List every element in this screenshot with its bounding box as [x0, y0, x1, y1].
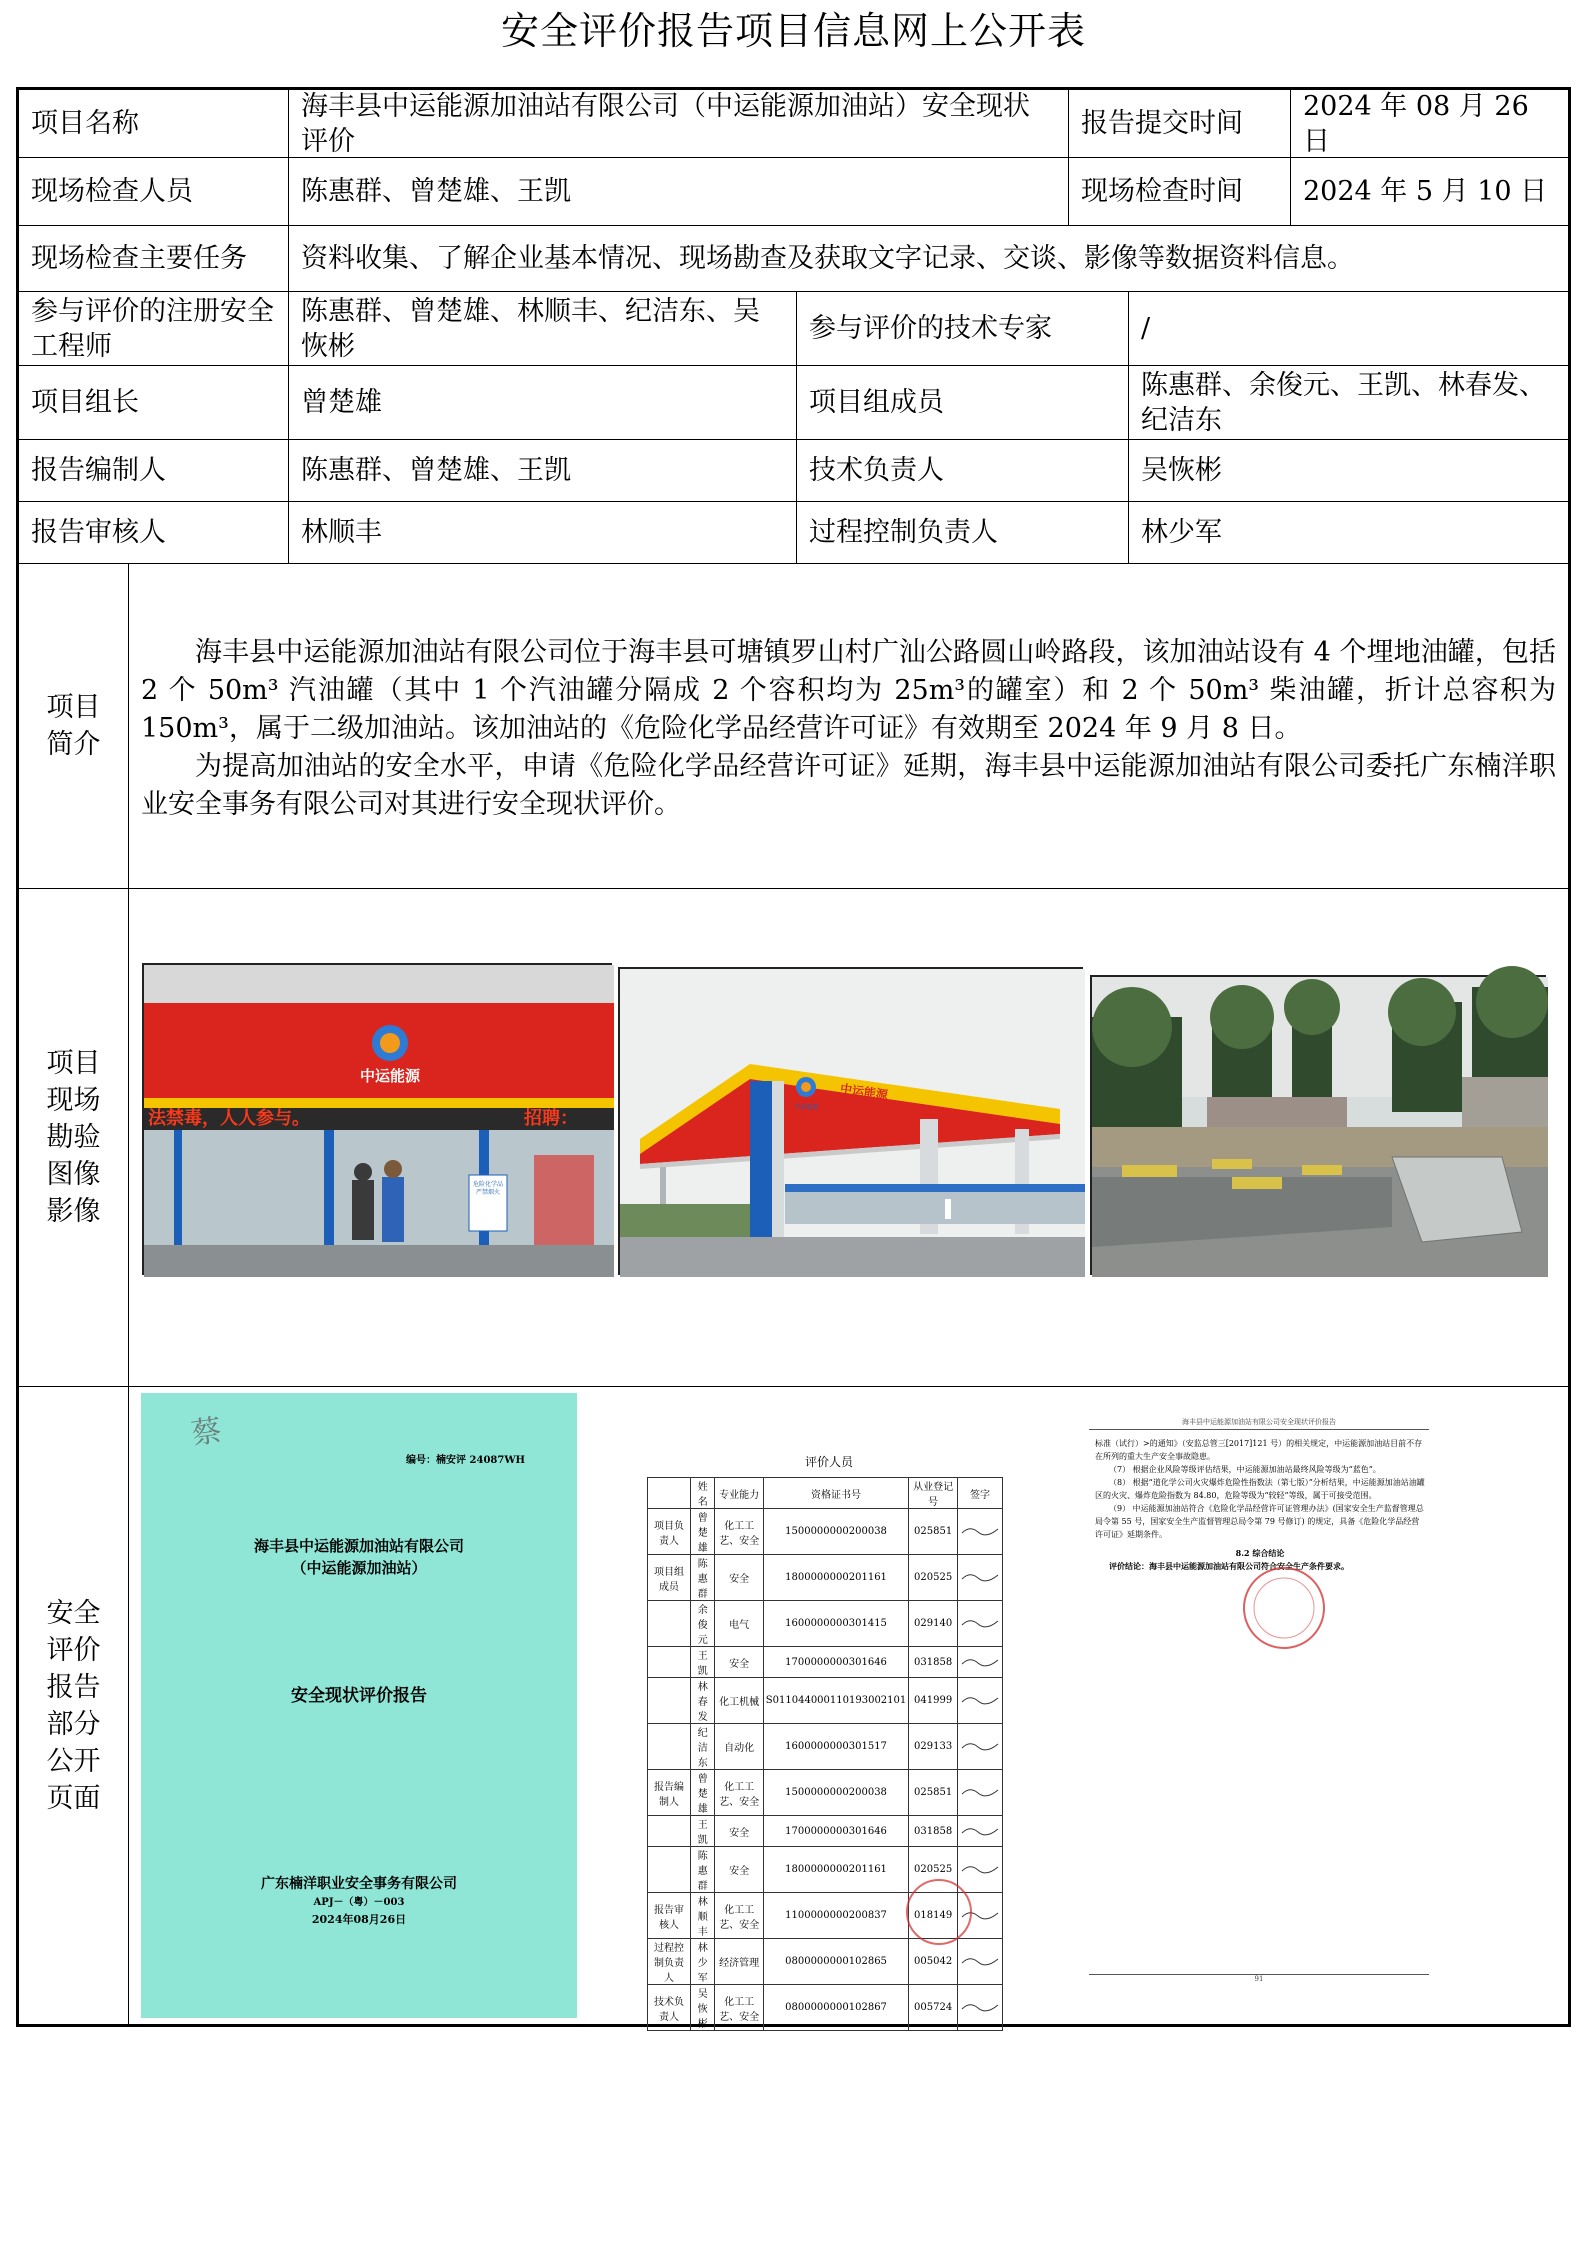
photos-label: 项目现场勘验图像影像: [19, 889, 129, 1387]
info-table: [16, 87, 1571, 2030]
personnel-cell: 林顺丰: [691, 1893, 715, 1939]
personnel-cell: 项目负责人: [648, 1509, 691, 1555]
personnel-cell: 林少军: [691, 1939, 715, 1985]
personnel-row: [648, 1555, 1003, 1601]
personnel-cell: 1800000000201161: [763, 1847, 908, 1893]
personnel-cell: 技术负责人: [648, 1985, 691, 2031]
personnel-cell: 029140: [909, 1601, 958, 1647]
personnel-cell: 025851: [909, 1509, 958, 1555]
signature-cell: [957, 1555, 1002, 1601]
personnel-cell: 029133: [909, 1724, 958, 1770]
station-front-photo: [142, 963, 612, 1275]
personnel-cell: 0800000000102867: [763, 1985, 908, 2031]
personnel-cell: 005724: [909, 1985, 958, 2031]
official-seal: [1239, 1563, 1329, 1653]
submit-time-value: 2024 年 08 月 26 日: [1291, 90, 1568, 158]
leader-value: 曾楚雄: [289, 366, 797, 440]
personnel-cell: 曾楚雄: [691, 1509, 715, 1555]
personnel-cell: 过程控制负责人: [648, 1939, 691, 1985]
conclusion-section: 8.2 综合结论: [1235, 1548, 1285, 1558]
personnel-header-cell: 从业登记号: [909, 1478, 958, 1509]
personnel-cell: 1500000000200038: [763, 1509, 908, 1555]
photo2-canopy-text: 中运能源: [839, 1081, 889, 1103]
conclusion-header: 海丰县中运能源加油站有限公司安全现状评价报告: [1089, 1417, 1429, 1430]
personnel-row: [648, 1647, 1003, 1678]
cover-report-title: 安全现状评价报告: [291, 1686, 427, 1706]
personnel-cell: [648, 1816, 691, 1847]
page-title: 安全评价报告项目信息网上公开表: [500, 9, 1086, 53]
photos-area: [129, 889, 1568, 1387]
personnel-cell: 025851: [909, 1770, 958, 1816]
personnel-cell: 020525: [909, 1847, 958, 1893]
personnel-cell: 自动化: [715, 1724, 763, 1770]
personnel-cell: 安全: [715, 1816, 763, 1847]
signature-cell: [957, 1647, 1002, 1678]
personnel-cell: 018149: [909, 1893, 958, 1939]
personnel-cell: [648, 1847, 691, 1893]
conclusion-body: [1095, 1437, 1425, 1573]
personnel-cell: 化工工艺、安全: [715, 1770, 763, 1816]
conclusion-page: [1089, 1413, 1429, 1989]
personnel-cell: 林春发: [691, 1678, 715, 1724]
personnel-cell: 报告审核人: [648, 1893, 691, 1939]
personnel-cell: 纪洁东: [691, 1724, 715, 1770]
personnel-cell: 005042: [909, 1939, 958, 1985]
personnel-row: [648, 1985, 1003, 2031]
compiler-label: 报告编制人: [19, 440, 289, 502]
tech-lead-label: 技术负责人: [797, 440, 1129, 502]
photo1-ticker-right: 招聘：: [524, 1108, 578, 1129]
conclusion-line-4: （9） 中运能源加油站符合《危险化学品经营许可证管理办法》(国家安全生产监督管理总局令第 55 号，国家安全生产监督管理总局令第 79 号修订) 的规定，具备《危险化学品经营许可证》延期条件。: [1095, 1504, 1424, 1539]
submit-time-label: 报告提交时间: [1069, 90, 1291, 158]
engineers-value: 陈惠群、曾楚雄、林顺丰、纪洁东、吴恢彬: [289, 292, 797, 366]
signature-cell: [957, 1724, 1002, 1770]
photo1-ticker-left: 法禁毒，人人参与。: [148, 1108, 310, 1129]
cover-company: 海丰县中运能源加油站有限公司: [253, 1537, 464, 1555]
personnel-cell: 1600000000301415: [763, 1601, 908, 1647]
personnel-cell: 陈惠群: [691, 1847, 715, 1893]
experts-label: 参与评价的技术专家: [797, 292, 1129, 366]
personnel-cell: 1700000000301646: [763, 1816, 908, 1847]
intro-paragraph-2: 为提高加油站的安全水平，申请《危险化学品经营许可证》延期，海丰县中运能源加油站有限公司委托广东楠洋职业安全事务有限公司对其进行安全现状评价。: [141, 751, 1556, 820]
engineers-label: 参与评价的注册安全工程师: [19, 292, 289, 366]
personnel-cell: 1100000000200837: [763, 1893, 908, 1939]
conclusion-verdict: 评价结论：海丰县中运能源加油站有限公司符合安全生产条件要求。: [1109, 1561, 1349, 1571]
process-lead-value: 林少军: [1129, 502, 1568, 564]
personnel-header-cell: 资格证书号: [763, 1478, 908, 1509]
members-label: 项目组成员: [797, 366, 1129, 440]
project-name-label: 项目名称: [19, 90, 289, 158]
personnel-cell: 1700000000301646: [763, 1647, 908, 1678]
signature-cell: [957, 1678, 1002, 1724]
leader-label: 项目组长: [19, 366, 289, 440]
tech-lead-value: 吴恢彬: [1129, 440, 1568, 502]
main-task-label: 现场检查主要任务: [19, 226, 289, 292]
personnel-cell: 吴恢彬: [691, 1985, 715, 2031]
compiler-value: 陈惠群、曾楚雄、王凯: [289, 440, 797, 502]
reviewer-label: 报告审核人: [19, 502, 289, 564]
personnel-cell: 陈惠群: [691, 1555, 715, 1601]
personnel-cell: 报告编制人: [648, 1770, 691, 1816]
personnel-row: [648, 1724, 1003, 1770]
conclusion-line-3: （8） 根据“道化学公司火灾爆炸危险性指数法（第七版）”分析结果，中运能源加油站油罐区的火灾、爆炸危险指数为 84.80，危险等级为“较轻”等级，属于可接受范围。: [1095, 1478, 1425, 1500]
personnel-page: [629, 1447, 1029, 2030]
personnel-header-cell: 签字: [957, 1478, 1002, 1509]
personnel-row: [648, 1678, 1003, 1724]
main-task-value: 资料收集、了解企业基本情况、现场勘查及获取文字记录、交谈、影像等数据资料信息。: [289, 226, 1568, 292]
personnel-cell: 经济管理: [715, 1939, 763, 1985]
personnel-cell: 化工机械: [715, 1678, 763, 1724]
cover-agency: 广东楠洋职业安全事务有限公司: [261, 1876, 457, 1892]
personnel-cell: 化工工艺、安全: [715, 1985, 763, 2031]
personnel-cell: 项目组成员: [648, 1555, 691, 1601]
tank-area-photo: [1090, 975, 1546, 1275]
signature-cell: [957, 1601, 1002, 1647]
personnel-cell: [648, 1724, 691, 1770]
personnel-header-cell: 专业能力: [715, 1478, 763, 1509]
personnel-cell: 1800000000201161: [763, 1555, 908, 1601]
personnel-cell: 安全: [715, 1847, 763, 1893]
photo2-logo-text: 中运能源: [793, 1104, 818, 1111]
personnel-cell: 安全: [715, 1555, 763, 1601]
personnel-cell: 1600000000301517: [763, 1724, 908, 1770]
station-canopy-photo: [618, 967, 1083, 1275]
inspect-time-value: 2024 年 5 月 10 日: [1291, 158, 1568, 226]
personnel-cell: 化工工艺、安全: [715, 1509, 763, 1555]
personnel-cell: 1500000000200038: [763, 1770, 908, 1816]
intro-paragraph-1: 海丰县中运能源加油站有限公司位于海丰县可塘镇罗山村广汕公路圆山岭路段，该加油站设有 4 个埋地油罐，包括 2 个 50m³ 汽油罐（其中 1 个汽油罐分隔成 2 个容积均为 25m³的罐室）和 2 个 50m³ 柴油罐，折计总容积为 150m³，属于二级加油站。该加油站的《危险化学品经营许可证》有效期至 2024 年 9 月 8 日。: [141, 637, 1556, 744]
inspectors-label: 现场检查人员: [19, 158, 289, 226]
signature-cell: [957, 1770, 1002, 1816]
reviewer-value: 林顺丰: [289, 502, 797, 564]
personnel-cell: 王 凯: [691, 1816, 715, 1847]
personnel-header-cell: [648, 1478, 691, 1509]
personnel-cell: 041999: [909, 1678, 958, 1724]
conclusion-line-1: 标准（试行）>的通知》（安监总管三[2017]121 号）的相关规定，中运能源加油站目前不存在所列的重大生产安全事故隐患。: [1095, 1439, 1423, 1461]
personnel-cell: 020525: [909, 1555, 958, 1601]
personnel-cell: 化工工艺、安全: [715, 1893, 763, 1939]
cover-company-sub: （中运能源加油站）: [291, 1559, 427, 1577]
signature-cell: [957, 1816, 1002, 1847]
personnel-cell: 电气: [715, 1601, 763, 1647]
report-cover-page: [141, 1393, 577, 2018]
signature-cell: [957, 1985, 1002, 2031]
conclusion-line-2: （7） 根据企业风险等级评估结果，中运能源加油站最终风险等级为“蓝色”。: [1109, 1465, 1381, 1474]
personnel-cell: [648, 1647, 691, 1678]
process-lead-label: 过程控制负责人: [797, 502, 1129, 564]
personnel-cell: 余俊元: [691, 1601, 715, 1647]
personnel-row: [648, 1816, 1003, 1847]
pages-label: 安全评价报告部分公开页面: [19, 1387, 129, 2024]
personnel-cell: 曾楚雄: [691, 1770, 715, 1816]
personnel-row: [648, 1601, 1003, 1647]
cover-signature: 蔡: [189, 1413, 224, 1452]
photo1-warning-sign: 危险化学品严禁烟火: [472, 1181, 503, 1196]
cover-date: 2024年08月26日: [311, 1913, 407, 1926]
personnel-cell: 王 凯: [691, 1647, 715, 1678]
cover-number: 编号：楠安评 24087WH: [406, 1455, 525, 1466]
experts-value: /: [1129, 292, 1568, 366]
signature-cell: [957, 1509, 1002, 1555]
personnel-title: 评价人员: [804, 1455, 853, 1469]
personnel-row: [648, 1770, 1003, 1816]
inspectors-value: 陈惠群、曾楚雄、王凯: [289, 158, 1069, 226]
pages-area: [129, 1387, 1568, 2030]
personnel-cell: [648, 1601, 691, 1647]
personnel-header-cell: 姓名: [691, 1478, 715, 1509]
intro-text: [129, 564, 1568, 889]
project-name-value: 海丰县中运能源加油站有限公司（中运能源加油站）安全现状评价: [289, 90, 1069, 158]
conclusion-page-number: 91: [1089, 1974, 1429, 1983]
personnel-cell: [648, 1678, 691, 1724]
personnel-cell: 031858: [909, 1816, 958, 1847]
intro-label: 项目简介: [19, 564, 129, 889]
personnel-cell: S011044000110193002101: [763, 1678, 908, 1724]
cover-license: APJ－（粤）－003: [313, 1897, 405, 1908]
personnel-cell: 0800000000102865: [763, 1939, 908, 1985]
personnel-cell: 安全: [715, 1647, 763, 1678]
personnel-row: [648, 1509, 1003, 1555]
inspect-time-label: 现场检查时间: [1069, 158, 1291, 226]
photo1-brand: 中运能源: [359, 1067, 420, 1085]
members-value: 陈惠群、余俊元、王凯、林春发、纪洁东: [1129, 366, 1568, 440]
personnel-cell: 031858: [909, 1647, 958, 1678]
